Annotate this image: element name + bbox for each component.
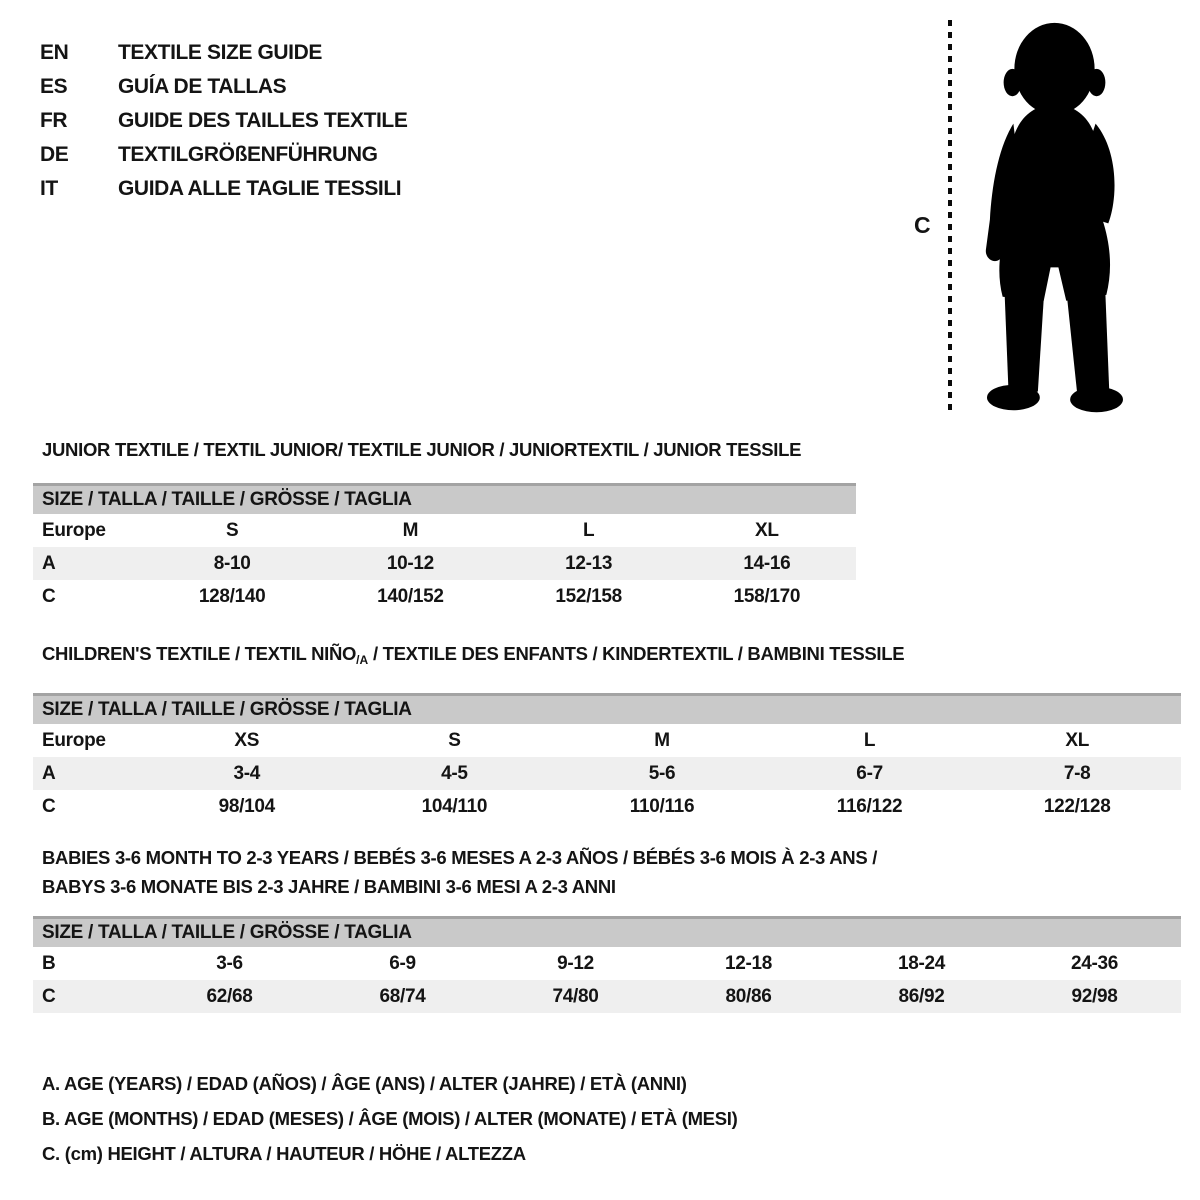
height-cell: 152/158 — [555, 585, 622, 607]
height-cell: 92/98 — [1071, 985, 1118, 1007]
table-row — [33, 790, 1181, 823]
height-cell: 74/80 — [552, 985, 599, 1007]
language-code: DE — [40, 143, 69, 166]
junior-size-header-bar — [33, 483, 856, 514]
height-cell: 116/122 — [836, 795, 903, 817]
age-cell: 4-5 — [441, 762, 468, 784]
size-cell: M — [654, 729, 670, 751]
age-cell: 7-8 — [1063, 762, 1091, 784]
height-cell: 98/104 — [218, 795, 275, 817]
children-heading-post: / TEXTILE DES ENFANTS / KINDERTEXTIL / BAMBINI TESSILE — [368, 643, 905, 664]
height-cell: 122/128 — [1043, 795, 1111, 817]
height-cell: 110/116 — [629, 795, 695, 817]
language-row-en — [40, 36, 407, 70]
language-title: TEXTILGRÖßENFÜHRUNG — [118, 143, 378, 166]
legend-line-a: A. AGE (YEARS) / EDAD (AÑOS) / ÂGE (ANS) / ALTER (JAHRE) / ETÀ (ANNI) — [42, 1073, 687, 1094]
height-measure-figure — [902, 12, 1160, 424]
children-heading — [33, 642, 1181, 672]
language-code: EN — [40, 41, 69, 64]
height-cell: 62/68 — [206, 985, 253, 1007]
height-cell: 104/110 — [421, 795, 488, 817]
language-code: FR — [40, 109, 68, 132]
language-code: ES — [40, 75, 68, 98]
language-row-fr — [40, 104, 407, 138]
babies-size-header-bar — [33, 916, 1181, 947]
toddler-silhouette-icon — [966, 16, 1142, 422]
language-title: GUÍA DE TALLAS — [118, 75, 287, 98]
size-cell: XL — [1065, 729, 1090, 751]
age-cell: 10-12 — [386, 552, 434, 574]
height-cell: 140/152 — [377, 585, 444, 607]
age-cell: 6-9 — [389, 952, 416, 974]
age-cell: 9-12 — [557, 952, 594, 974]
table-row — [33, 724, 1181, 757]
section-babies-textile — [33, 846, 1181, 1013]
table-row — [33, 757, 1181, 790]
age-cell: 8-10 — [213, 552, 251, 574]
age-cell: 3-6 — [216, 952, 243, 974]
row-label: B — [42, 952, 56, 974]
height-cell: 86/92 — [898, 985, 945, 1007]
size-cell: S — [225, 519, 239, 541]
row-label: Europe — [42, 519, 106, 541]
legend-line-c: C. (cm) HEIGHT / ALTURA / HAUTEUR / HÖHE / ALTEZZA — [42, 1143, 526, 1164]
height-cell: 68/74 — [379, 985, 426, 1007]
section-junior-textile — [33, 438, 856, 613]
age-cell: 14-16 — [743, 552, 791, 574]
row-label: C — [42, 985, 56, 1007]
babies-heading-line2: BABYS 3-6 MONATE BIS 2-3 JAHRE / BAMBINI 3-6 MESI A 2-3 ANNI — [42, 876, 616, 897]
row-label: Europe — [42, 729, 106, 751]
language-title: GUIDA ALLE TAGLIE TESSILI — [118, 177, 402, 200]
table-row — [33, 580, 856, 613]
language-row-it — [40, 172, 407, 206]
row-label: A — [42, 762, 56, 784]
legend — [42, 1066, 737, 1171]
language-row-es — [40, 70, 407, 104]
size-cell: L — [582, 519, 595, 541]
table-row — [33, 514, 856, 547]
junior-heading: JUNIOR TEXTILE / TEXTIL JUNIOR/ TEXTILE JUNIOR / JUNIORTEXTIL / JUNIOR TESSILE — [42, 439, 802, 460]
age-cell: 6-7 — [856, 762, 883, 784]
height-cell: 80/86 — [725, 985, 772, 1007]
size-cell: S — [448, 729, 461, 751]
row-label: C — [42, 585, 56, 607]
age-cell: 24-36 — [1070, 952, 1119, 974]
age-cell: 3-4 — [233, 762, 261, 784]
row-label: C — [42, 795, 56, 817]
height-cell: 128/140 — [198, 585, 266, 607]
age-cell: 12-13 — [565, 552, 613, 574]
size-header-text: SIZE / TALLA / TAILLE / GRÖSSE / TAGLIA — [42, 489, 412, 510]
children-heading-pre: CHILDREN'S TEXTILE / TEXTIL NIÑO — [42, 643, 357, 664]
language-row-de — [40, 138, 407, 172]
babies-heading-line1: BABIES 3-6 MONTH TO 2-3 YEARS / BEBÉS 3-6 MESES A 2-3 AÑOS / BÉBÉS 3-6 MOIS À 2-3 ANS / — [42, 847, 878, 868]
age-cell: 12-18 — [724, 952, 773, 974]
height-measure-label: C — [914, 212, 931, 238]
size-cell: XS — [234, 729, 260, 751]
height-cell: 158/170 — [733, 585, 801, 607]
row-label: A — [42, 552, 56, 574]
age-cell: 18-24 — [897, 952, 946, 974]
section-children-textile — [33, 642, 1181, 823]
size-header-text: SIZE / TALLA / TAILLE / GRÖSSE / TAGLIA — [42, 699, 412, 720]
children-size-header-bar — [33, 693, 1181, 724]
legend-line-b: B. AGE (MONTHS) / EDAD (MESES) / ÂGE (MOIS) / ALTER (MONATE) / ETÀ (MESI) — [42, 1108, 738, 1129]
size-cell: M — [402, 519, 419, 541]
size-cell: L — [863, 729, 876, 751]
language-code: IT — [40, 177, 58, 200]
height-dashed-line — [948, 20, 952, 416]
table-row — [33, 547, 856, 580]
size-header-text: SIZE / TALLA / TAILLE / GRÖSSE / TAGLIA — [42, 922, 412, 943]
language-title: TEXTILE SIZE GUIDE — [118, 41, 322, 64]
table-row — [33, 980, 1181, 1013]
children-heading-sub: /A — [356, 653, 369, 667]
language-title: GUIDE DES TAILLES TEXTILE — [118, 109, 408, 132]
size-cell: XL — [755, 519, 779, 541]
age-cell: 5-6 — [648, 762, 676, 784]
language-list — [40, 36, 407, 206]
table-row — [33, 947, 1181, 980]
